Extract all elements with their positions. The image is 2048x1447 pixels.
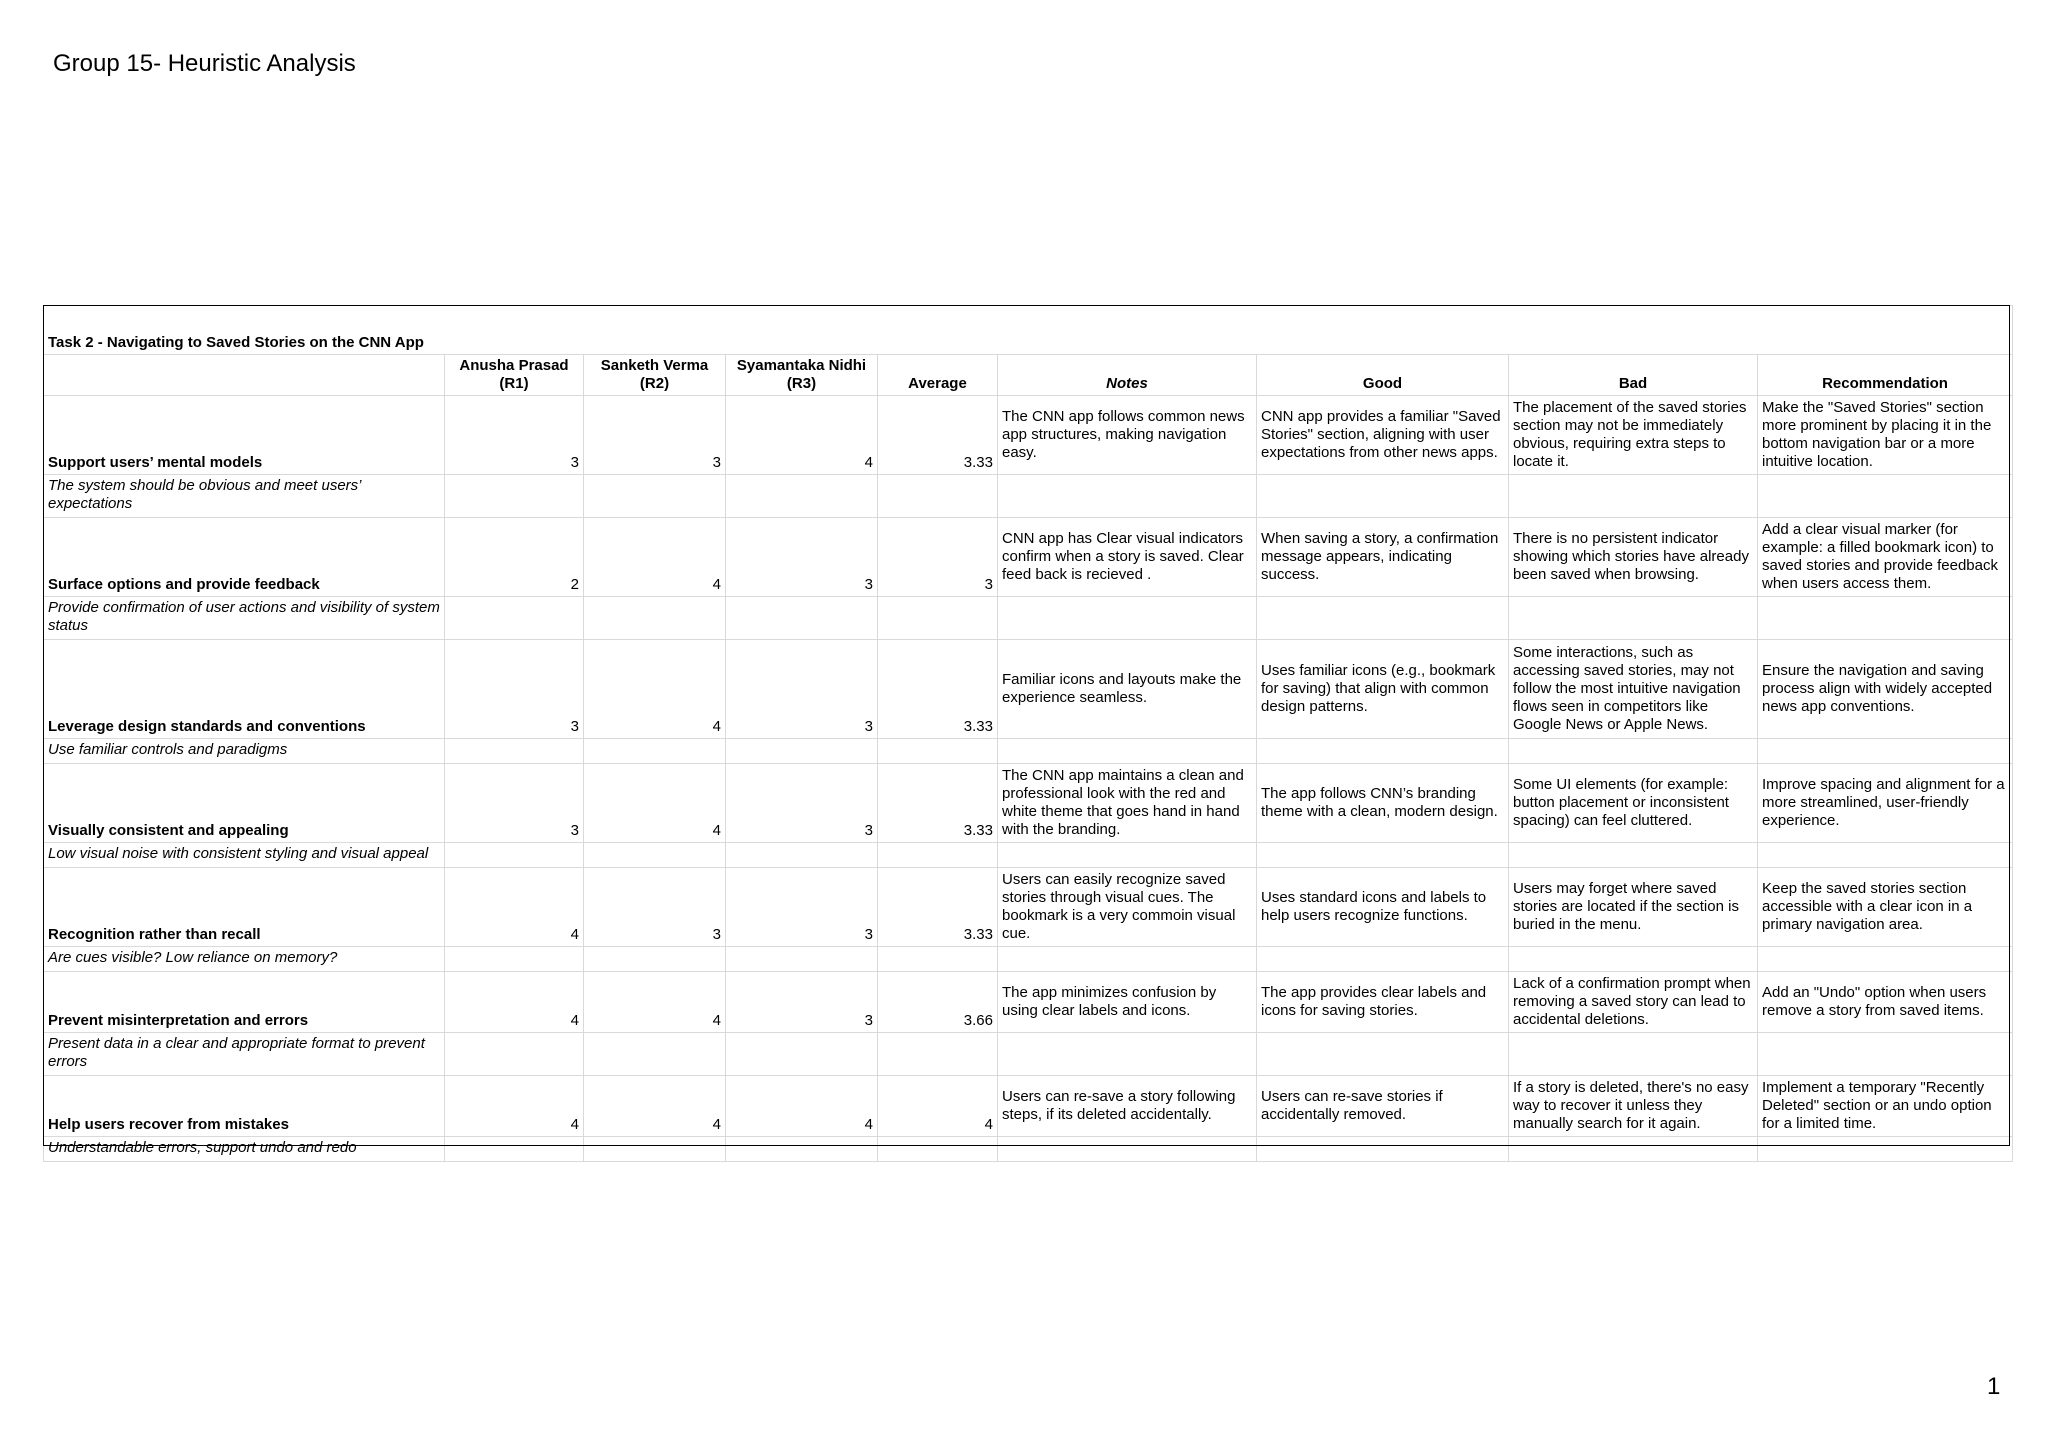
score-r2: 3 (584, 396, 726, 475)
score-r2: 3 (584, 868, 726, 947)
score-r2: 4 (584, 972, 726, 1033)
score-r1: 4 (445, 868, 584, 947)
heuristic-description: Provide confirmation of user actions and visibility of system status (44, 597, 445, 640)
notes-cell: Users can re-save a story following steps, if its deleted accidentally. (998, 1076, 1257, 1137)
task-title: Task 2 - Navigating to Saved Stories on the CNN App (44, 306, 2013, 355)
recommendation-cell: Implement a temporary "Recently Deleted" section or an undo option for a limited time. (1758, 1076, 2013, 1137)
table-row (44, 764, 2013, 843)
recommendation-cell: Ensure the navigation and saving process align with widely accepted news app conventions. (1758, 640, 2013, 739)
score-r3: 4 (726, 396, 878, 475)
recommendation-cell: Keep the saved stories section accessible with a clear icon in a primary navigation area. (1758, 868, 2013, 947)
notes-cell: Users can easily recognize saved stories through visual cues. The bookmark is a very commoin visual cue. (998, 868, 1257, 947)
table-row (44, 640, 2013, 739)
bad-cell: If a story is deleted, there's no easy way to recover it unless they manually search for it again. (1509, 1076, 1758, 1137)
header-r1-id: (R1) (499, 375, 529, 392)
score-r1: 3 (445, 396, 584, 475)
header-r2-id: (R2) (639, 375, 670, 392)
heuristic-name: Prevent misinterpretation and errors (44, 972, 445, 1033)
score-average: 3.66 (878, 972, 998, 1033)
score-r2: 4 (584, 1076, 726, 1137)
table-row-description (44, 597, 2013, 640)
heuristic-name: Leverage design standards and conventions (44, 640, 445, 739)
table-row-description (44, 1137, 2013, 1162)
header-r2-name: Sanketh Verma (600, 357, 709, 374)
header-r3-name: Syamantaka Nidhi (736, 357, 867, 374)
score-r1: 4 (445, 972, 584, 1033)
header-notes: Notes (998, 355, 1257, 396)
document-title: Group 15- Heuristic Analysis (53, 50, 356, 77)
good-cell: CNN app provides a familiar "Saved Stories" section, aligning with user expectations from other news apps. (1257, 396, 1509, 475)
heuristic-description: Use familiar controls and paradigms (44, 739, 445, 764)
heuristic-description: Low visual noise with consistent styling and visual appeal (44, 843, 445, 868)
good-cell: Users can re-save stories if accidentally removed. (1257, 1076, 1509, 1137)
header-r2 (584, 355, 726, 396)
heuristic-name: Surface options and provide feedback (44, 518, 445, 597)
heuristic-name: Help users recover from mistakes (44, 1076, 445, 1137)
score-average: 3.33 (878, 640, 998, 739)
table-row-description (44, 739, 2013, 764)
recommendation-cell: Add a clear visual marker (for example: a filled bookmark icon) to saved stories and provide feedback when users access them. (1758, 518, 2013, 597)
bad-cell: The placement of the saved stories section may not be immediately obvious, requiring extra steps to locate it. (1509, 396, 1758, 475)
score-r3: 3 (726, 972, 878, 1033)
score-r1: 2 (445, 518, 584, 597)
heuristic-name: Visually consistent and appealing (44, 764, 445, 843)
header-r3-id: (R3) (786, 375, 817, 392)
score-average: 3.33 (878, 764, 998, 843)
score-average: 4 (878, 1076, 998, 1137)
notes-cell: The app minimizes confusion by using clear labels and icons. (998, 972, 1257, 1033)
header-heuristic (44, 355, 445, 396)
recommendation-cell: Add an "Undo" option when users remove a story from saved items. (1758, 972, 2013, 1033)
good-cell: Uses familiar icons (e.g., bookmark for saving) that align with common design patterns. (1257, 640, 1509, 739)
header-recommendation: Recommendation (1758, 355, 2013, 396)
score-r1: 4 (445, 1076, 584, 1137)
table-row-description (44, 1033, 2013, 1076)
page-number: 1 (1987, 1373, 2001, 1400)
notes-cell: The CNN app follows common news app structures, making navigation easy. (998, 396, 1257, 475)
score-r3: 3 (726, 640, 878, 739)
score-average: 3 (878, 518, 998, 597)
table-row-description (44, 475, 2013, 518)
table-row (44, 396, 2013, 475)
score-r1: 3 (445, 640, 584, 739)
bad-cell: There is no persistent indicator showing which stories have already been saved when browsing. (1509, 518, 1758, 597)
heuristic-description: Are cues visible? Low reliance on memory? (44, 947, 445, 972)
good-cell: The app provides clear labels and icons for saving stories. (1257, 972, 1509, 1033)
good-cell: When saving a story, a confirmation message appears, indicating success. (1257, 518, 1509, 597)
heuristic-description: Present data in a clear and appropriate format to prevent errors (44, 1033, 445, 1076)
table-row (44, 518, 2013, 597)
header-bad: Bad (1509, 355, 1758, 396)
bad-cell: Some interactions, such as accessing saved stories, may not follow the most intuitive navigation flows seen in competitors like Google News or Apple News. (1509, 640, 1758, 739)
score-r2: 4 (584, 518, 726, 597)
recommendation-cell: Make the "Saved Stories" section more prominent by placing it in the bottom navigation bar or a more intuitive location. (1758, 396, 2013, 475)
header-good: Good (1257, 355, 1509, 396)
table-row-description (44, 843, 2013, 868)
header-r1-name: Anusha Prasad (459, 357, 569, 374)
bad-cell: Lack of a confirmation prompt when removing a saved story can lead to accidental deletions. (1509, 972, 1758, 1033)
heuristic-description: The system should be obvious and meet users’ expectations (44, 475, 445, 518)
bad-cell: Users may forget where saved stories are located if the section is buried in the menu. (1509, 868, 1758, 947)
task-title-row (44, 306, 2013, 355)
score-r3: 3 (726, 868, 878, 947)
score-average: 3.33 (878, 868, 998, 947)
good-cell: The app follows CNN’s branding theme with a clean, modern design. (1257, 764, 1509, 843)
score-r3: 4 (726, 1076, 878, 1137)
header-r3 (726, 355, 878, 396)
score-average: 3.33 (878, 396, 998, 475)
header-r1 (445, 355, 584, 396)
notes-cell: The CNN app maintains a clean and professional look with the red and white theme that goes hand in hand with the branding. (998, 764, 1257, 843)
score-r2: 4 (584, 640, 726, 739)
table-row (44, 1076, 2013, 1137)
table-row (44, 972, 2013, 1033)
notes-cell: CNN app has Clear visual indicators confirm when a story is saved. Clear feed back is recieved . (998, 518, 1257, 597)
good-cell: Uses standard icons and labels to help users recognize functions. (1257, 868, 1509, 947)
score-r1: 3 (445, 764, 584, 843)
heuristic-name: Support users’ mental models (44, 396, 445, 475)
heuristic-analysis-table (43, 305, 2013, 1162)
notes-cell: Familiar icons and layouts make the experience seamless. (998, 640, 1257, 739)
table-row (44, 868, 2013, 947)
heuristic-name: Recognition rather than recall (44, 868, 445, 947)
bad-cell: Some UI elements (for example: button placement or inconsistent spacing) can feel cluttered. (1509, 764, 1758, 843)
recommendation-cell: Improve spacing and alignment for a more streamlined, user-friendly experience. (1758, 764, 2013, 843)
heuristic-description: Understandable errors, support undo and redo (44, 1137, 445, 1162)
score-r3: 3 (726, 764, 878, 843)
score-r3: 3 (726, 518, 878, 597)
score-r2: 4 (584, 764, 726, 843)
table-row-description (44, 947, 2013, 972)
header-row (44, 355, 2013, 396)
header-average: Average (878, 355, 998, 396)
